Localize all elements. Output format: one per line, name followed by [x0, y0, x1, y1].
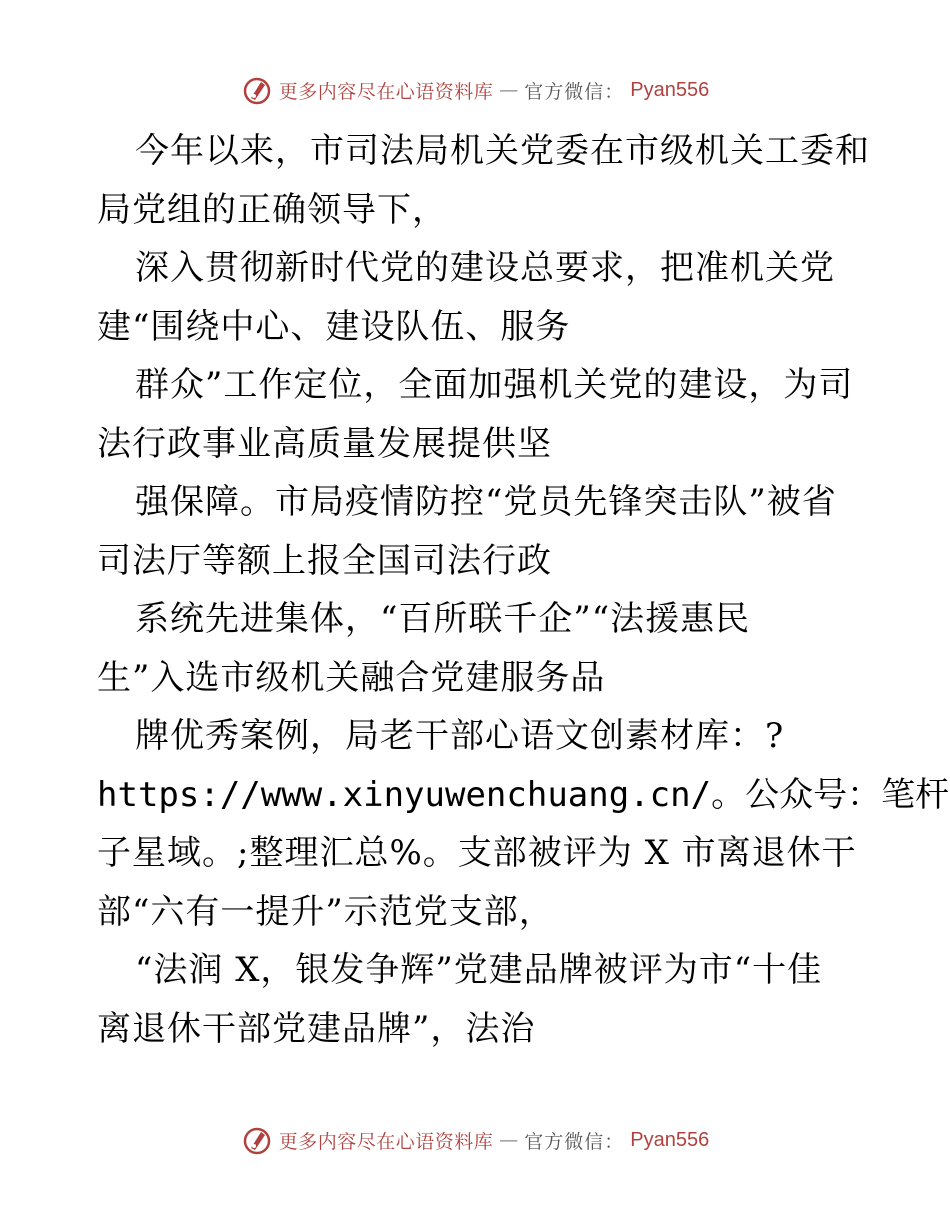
pen-nib-logo-icon — [241, 74, 273, 106]
paragraph-line: 今年以来，市司法局机关党委在市级机关工委和 — [135, 131, 870, 171]
paragraph-line: “法润 X，银发争辉”党建品牌被评为市“十佳 — [135, 950, 823, 990]
paragraph-line-url: https://www.xinyuwenchuang.cn/。公众号：笔杆 — [97, 774, 950, 815]
paragraph-line: 牌优秀案例，局老干部心语文创素材库：? — [135, 716, 785, 756]
paragraph-line: 群众”工作定位，全面加强机关党的建设，为司 — [135, 365, 854, 405]
paragraph-line: 局党组的正确领导下， — [97, 189, 447, 230]
banner-dash: — — [499, 79, 519, 101]
body-text — [97, 122, 950, 1058]
paragraph-line: 建“围绕中心、建设队伍、服务 — [97, 306, 571, 347]
banner-wechat-id: Pyan556 — [630, 1128, 710, 1151]
banner-wechat-label: 官方微信： — [524, 1130, 625, 1153]
paragraph-line: 法行政事业高质量发展提供坚 — [97, 423, 552, 464]
paragraph-line: 司法厅等额上报全国司法行政 — [97, 540, 552, 581]
banner-main-text: 更多内容尽在心语资料库 — [278, 1130, 494, 1153]
paragraph-line: 子星域。;整理汇总%。支部被评为 X 市离退休干 — [97, 833, 857, 873]
banner-main-text: 更多内容尽在心语资料库 — [278, 80, 494, 103]
paragraph-line: 强保障。市局疫情防控“党员先锋突击队”被省 — [135, 482, 837, 522]
banner-wechat-label: 官方微信： — [524, 80, 625, 103]
paragraph-line: 生”入选市级机关融合党建服务品 — [97, 657, 606, 698]
header-watermark-banner — [0, 72, 950, 108]
banner-dash: — — [499, 1129, 519, 1151]
paragraph-line: 深入贯彻新时代党的建设总要求，把准机关党 — [135, 248, 835, 288]
paragraph-line: 部“六有一提升”示范党支部， — [97, 891, 554, 932]
banner-wechat-id: Pyan556 — [630, 78, 710, 101]
pen-nib-logo-icon — [241, 1124, 273, 1156]
paragraph-line: 离退休干部党建品牌”，法治 — [97, 1008, 536, 1049]
paragraph-line: 系统先进集体，“百所联千企”“法援惠民 — [135, 599, 751, 639]
footer-watermark-banner — [0, 1122, 950, 1158]
